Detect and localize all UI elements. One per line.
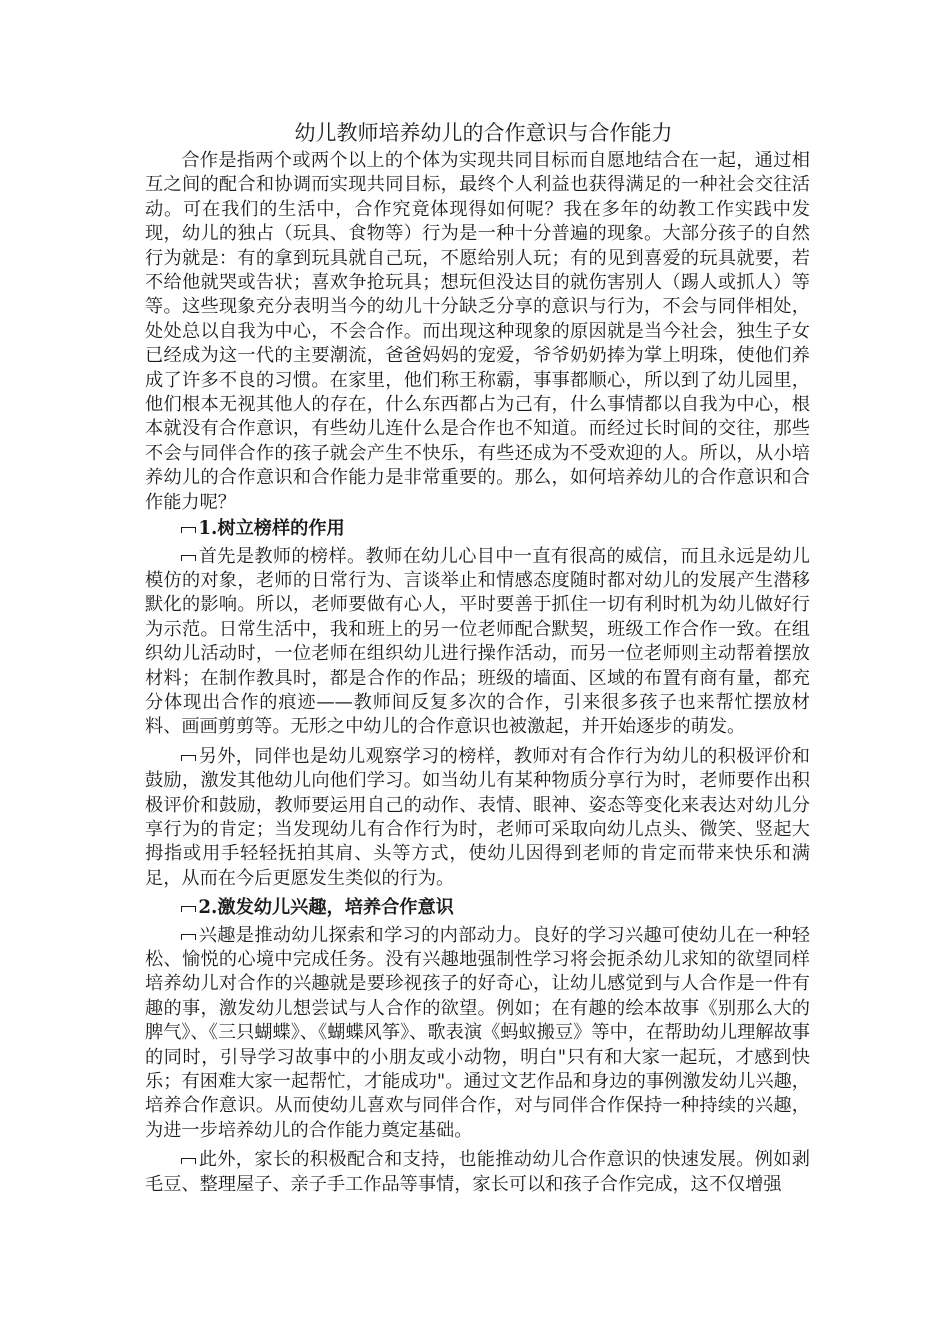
paragraph-2 xyxy=(145,745,810,891)
paragraph-mark-icon xyxy=(181,555,196,561)
section-heading-1 xyxy=(145,517,810,541)
paragraph-1-text: 首先是教师的榜样。教师在幼儿心目中一直有很高的威信，而且永远是幼儿模仿的对象，老师的日常行为、言谈举止和情感态度随时都对幼儿的发展产生潜移默化的影响。所以，老师要做有心人，平时要善于抓住一切有利时机为幼儿做好行为示范。日常生活中，我和班上的另一位老师配合默契，班级工作合作一致。在组织幼儿活动时，一位老师在组织幼儿进行操作活动，而另一位老师则主动帮着摆放材料；在制作教具时，都是合作的作品；班级的墙面、区域的布置有商有量，都充分体现出合作的痕迹——教师间反复多次的合作，引来很多孩子也来帮忙摆放材料、画画剪剪等。无形之中幼儿的合作意识也被激起，并开始逐步的萌发。 xyxy=(145,545,810,738)
paragraph-4 xyxy=(145,1148,810,1197)
section-heading-1-text: 1.树立榜样的作用 xyxy=(198,518,345,540)
paragraph-3 xyxy=(145,924,810,1144)
paragraph-mark-icon xyxy=(181,934,196,940)
paragraph-mark-icon xyxy=(181,755,196,761)
paragraph-2-text: 另外，同伴也是幼儿观察学习的榜样，教师对有合作行为幼儿的积极评价和鼓励，激发其他幼儿向他们学习。如当幼儿有某种物质分享行为时，老师要作出积极评价和鼓励，教师要运用自己的动作、表情、眼神、姿态等变化来表达对幼儿分享行为的肯定；当发现幼儿有合作行为时，老师可采取向幼儿点头、微笑、竖起大拇指或用手轻轻抚拍其肩、头等方式，使幼儿因得到老师的肯定而带来快乐和满足，从而在今后更愿发生类似的行为。 xyxy=(145,745,810,889)
section-heading-2 xyxy=(145,896,810,920)
paragraph-4-text: 此外，家长的积极配合和支持，也能推动幼儿合作意识的快速发展。例如剥毛豆、整理屋子、亲子手工作品等事情，家长可以和孩子合作完成，这不仅增强 xyxy=(145,1149,810,1195)
paragraph-1 xyxy=(145,545,810,740)
intro-paragraph: 合作是指两个或两个以上的个体为实现共同目标而自愿地结合在一起，通过相互之间的配合和协调而实现共同目标，最终个人利益也获得满足的一种社会交往活动。可在我们的生活中，合作究竟体现得如何呢？我在多年的幼教工作实践中发现，幼儿的独占（玩具、食物等）行为是一种十分普遍的现象。大部分孩子的自然行为就是：有的拿到玩具就自己玩，不愿给别人玩；有的见到喜爱的玩具就要，若不给他就哭或告状；喜欢争抢玩具；想玩但没达目的就伤害别人（踢人或抓人）等等。这些现象充分表明当今的幼儿十分缺乏分享的意识与行为，不会与同伴相处，处处总以自我为中心，不会合作。而出现这种现象的原因就是当今社会，独生子女已经成为这一代的主要潮流，爸爸妈妈的宠爱，爷爷奶奶捧为掌上明珠，使他们养成了许多不良的习惯。在家里，他们称王称霸，事事都顺心，所以到了幼儿园里，他们根本无视其他人的存在，什么东西都占为己有，什么事情都以自我为中心，根本就没有合作意识，有些幼儿连什么是合作也不知道。而经过长时间的交往，那些不会与同伴合作的孩子就会产生不快乐，有些还成为不受欢迎的人。所以，从小培养幼儿的合作意识和合作能力是非常重要的。那么，如何培养幼儿的合作意识和合作能力呢？ xyxy=(145,150,810,513)
document-title: 幼儿教师培养幼儿的合作意识与合作能力 xyxy=(294,121,673,145)
document-page xyxy=(145,118,810,1202)
paragraph-3-text: 兴趣是推动幼儿探索和学习的内部动力。良好的学习兴趣可使幼儿在一种轻松、愉悦的心境中完成任务。没有兴趣地强制性学习将会扼杀幼儿求知的欲望同样培养幼儿对合作的兴趣就是要珍视孩子的好奇心，让幼儿感觉到与人合作是一件有趣的事，激发幼儿想尝试与人合作的欲望。例如；在有趣的绘本故事《别那么大的脾气》、《三只蝴蝶》、《蝴蝶风筝》、歌表演《蚂蚁搬豆》等中，在帮助幼儿理解故事的同时，引导学习故事中的小朋友或小动物，明白"只有和大家一起玩，才感到快乐；有困难大家一起帮忙，才能成功"。通过文艺作品和身边的事例激发幼儿兴趣，培养合作意识。从而使幼儿喜欢与同伴合作，对与同伴合作保持一种持续的兴趣，为进一步培养幼儿的合作能力奠定基础。 xyxy=(145,924,810,1141)
paragraph-mark-icon xyxy=(181,527,196,533)
paragraph-mark-icon xyxy=(181,906,196,912)
section-heading-2-text: 2.激发幼儿兴趣，培养合作意识 xyxy=(198,897,454,919)
paragraph-mark-icon xyxy=(181,1158,196,1164)
